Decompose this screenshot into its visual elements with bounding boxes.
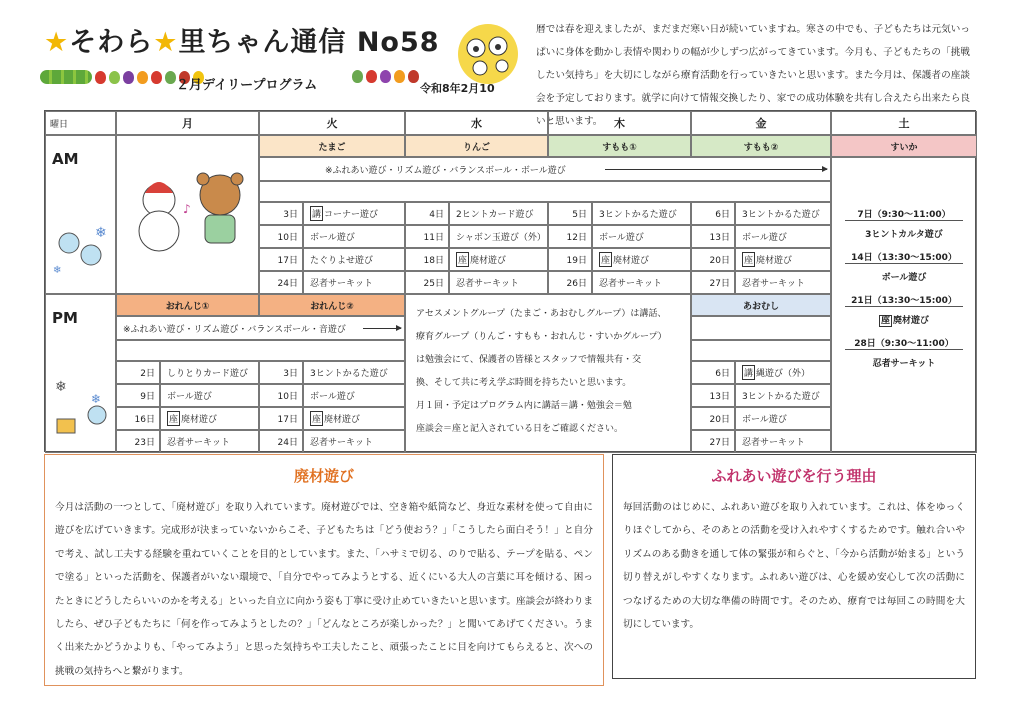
am-blank-row	[259, 181, 831, 202]
pm-activity-note: ※ふれあい遊び・リズム遊び・バランスボール・音遊び	[123, 325, 346, 335]
schedule-table	[44, 110, 976, 452]
am-activity-thu-text: 忍者サーキット	[599, 279, 662, 289]
title-part-1: そわら	[69, 27, 154, 58]
group-aomushi: あおむし	[691, 294, 831, 316]
am-activity-tue	[303, 202, 405, 225]
assessment-note	[405, 294, 691, 453]
am-activity-tue-badge: 講	[310, 206, 323, 221]
am-activity-thu-badge: 座	[599, 252, 612, 267]
am-activity-fri	[735, 271, 831, 294]
pm-activity-fri	[735, 430, 831, 453]
pm-date-mon: 2日	[116, 361, 160, 384]
star-icon: ★	[44, 27, 70, 58]
pm-activity-fri	[735, 407, 831, 430]
pm-activity-tue	[303, 361, 405, 384]
pm-date-fri: 27日	[691, 430, 735, 453]
assessment-line: 座談会＝座と記入されている日をご確認ください。	[416, 424, 624, 434]
pm-date-fri: 20日	[691, 407, 735, 430]
arrow-icon	[605, 169, 827, 170]
pm-date-fri: 6日	[691, 361, 735, 384]
saturday-activity-text: 3ヒントカルタ遊び	[865, 230, 943, 240]
am-activity-tue	[303, 225, 405, 248]
pm-activity-fri-badge: 講	[742, 365, 755, 380]
am-activity-tue-text: 忍者サーキット	[310, 279, 373, 289]
pm-activity-mon-text: 忍者サーキット	[167, 438, 230, 448]
pm-date-mon: 16日	[116, 407, 160, 430]
pm-date-tue: 24日	[259, 430, 303, 453]
children-illustration	[450, 22, 526, 86]
am-date-fri: 27日	[691, 271, 735, 294]
am-activity-fri-badge: 座	[742, 252, 755, 267]
svg-text:♪: ♪	[183, 202, 191, 216]
pm-date-mon: 23日	[116, 430, 160, 453]
am-date-tue: 17日	[259, 248, 303, 271]
saturday-activity	[831, 227, 977, 240]
fureai-asobi-body: 毎回活動のはじめに、ふれあい遊びを取り入れています。これは、体をゆっくりほぐしてから、そのあとの活動を受け入れやすくするためです。触れ合いやリズムのある動きを通して体の緊張が和らぐと、「今から活動が始まる」という切り替えがしやすくなります。ふれあい遊びは、心を緩め安心して次の活動につなげるための大切な準備の時間です。そのため、療育では毎回この時間を大切にしています。	[623, 502, 965, 631]
saturday-time: 21日（13:30～15:00）	[845, 293, 963, 307]
pm-activity-tue-text: ボール遊び	[310, 392, 355, 402]
am-activity-thu	[592, 248, 691, 271]
pm-activity-mon-badge: 座	[167, 411, 180, 426]
svg-text:❄: ❄	[95, 225, 107, 241]
pm-activity-fri	[735, 384, 831, 407]
pm-activity-tue	[303, 384, 405, 407]
day-sat: 土	[831, 111, 977, 135]
assessment-line: アセスメントグループ（たまご・あおむしグループ）は講話、	[416, 309, 667, 319]
pm-activity-mon-text: ボール遊び	[167, 392, 212, 402]
am-label: AM	[45, 135, 116, 294]
group-orenji-2: おれんじ②	[259, 294, 405, 316]
newsletter-title	[44, 26, 440, 60]
pm-date-fri: 13日	[691, 384, 735, 407]
group-orenji-1: おれんじ①	[116, 294, 259, 316]
am-date-tue: 10日	[259, 225, 303, 248]
pm-activity-tue-text: 忍者サーキット	[310, 438, 373, 448]
intro-text: 暦では春を迎えましたが、まだまだ寒い日が続いていますね。寒さの中でも、子どもたちは元気いっぱいに身体を動かし表情や関わりの幅が少しずつ広がってきています。今月も、子どもたちの「挑戦したい気持ち」を大切にしながら療育活動を行っていきたいと思います。また今月は、保護者の座談会を予定しております。就学に向けて情報交換したり、家での成功体験を共有し合えたら出来たら良いと思います。	[536, 24, 970, 127]
assessment-line: 療育グループ（りんご・すもも・おれんじ・すいかグループ）	[416, 332, 667, 342]
haizai-asobi-body: 今月は活動の一つとして、「廃材遊び」を取り入れています。廃材遊びでは、空き箱や紙筒など、身近な素材を使って自由に遊びを広げていきます。完成形が決まっていないからこそ、子どもたちは「どう使おう？」「こうしたら面白そう！」と自分で考え、試し工夫する経験を重ねていくことを目的としています。また、「ハサミで切る、のりで貼る、テープを貼る、ペンで塗る」といった活動を、保護者がいない環境で、「自分でやってみようとする、近くにいる大人の言葉に耳を傾ける、困ったときにどうしたらいいのかを考える」といった自立に向かう姿も丁寧に受け止めていきたいと思います。座談会が終わりましたら、ぜひ子どもたちに「何を作ってみようとしたの？」「どんなところが楽しかった？」と聞いてあげてください。うまく出来たかどうかよりも、「やってみよう」と思った気持ちや工夫したこと、頑張ったことに目を向けてもらえると、次への挑戦の気持ちへと繋がります。	[55, 502, 593, 677]
snowman-bear-illustration	[117, 135, 258, 294]
pm-activity-fri-text: 忍者サーキット	[742, 438, 805, 448]
monday-am-illustration-cell	[116, 135, 259, 294]
day-fri: 金	[691, 111, 831, 135]
assessment-line: は勉強会にて、保護者の皆様とスタッフで情報共有・交	[416, 355, 642, 365]
fruit-decoration	[352, 70, 419, 83]
am-date-thu: 5日	[548, 202, 592, 225]
pm-blank-row	[116, 340, 405, 361]
saturday-time: 28日（9:30～11:00）	[845, 336, 963, 350]
haizai-asobi-title: 廃材遊び	[293, 467, 354, 485]
saturday-time: 14日（13:30～15:00）	[845, 250, 963, 264]
am-activity-thu-text: ボール遊び	[599, 233, 644, 243]
am-activity-wed	[449, 271, 548, 294]
day-mon: 月	[116, 111, 259, 135]
group-sumomo-1: すもも①	[548, 135, 691, 157]
am-date-fri: 6日	[691, 202, 735, 225]
pm-activity-mon-text: しりとりカード遊び	[167, 369, 249, 379]
am-date-tue: 24日	[259, 271, 303, 294]
am-activity-wed-badge: 座	[456, 252, 469, 267]
saturday-time: 7日（9:30～11:00）	[845, 207, 963, 221]
pm-label: PM	[45, 294, 116, 453]
arrow-icon	[363, 328, 401, 329]
am-date-thu: 12日	[548, 225, 592, 248]
am-date-wed: 18日	[405, 248, 449, 271]
am-activity-wed	[449, 202, 548, 225]
am-activity-tue	[303, 248, 405, 271]
pm-activity-fri	[735, 361, 831, 384]
day-thu: 木	[548, 111, 691, 135]
am-activity-tue-text: たぐりよせ遊び	[310, 256, 374, 266]
snow-kids-illustration	[51, 221, 111, 279]
svg-text:❄: ❄	[91, 392, 102, 406]
am-date-wed: 11日	[405, 225, 449, 248]
pm-activity-mon	[160, 384, 259, 407]
am-activity-thu	[592, 225, 691, 248]
pm-date-tue: 10日	[259, 384, 303, 407]
haizai-asobi-panel	[44, 454, 604, 686]
pm-activity-tue-text: 廃材遊び	[324, 415, 361, 425]
am-activity-note: ※ふれあい遊び・リズム遊び・バランスボール・ボール遊び	[325, 166, 566, 176]
am-date-thu: 26日	[548, 271, 592, 294]
am-activity-fri-text: 3ヒントかるた遊び	[742, 210, 820, 220]
fureai-asobi-panel	[612, 454, 976, 679]
am-date-wed: 25日	[405, 271, 449, 294]
am-activity-wed-text: 忍者サーキット	[456, 279, 519, 289]
group-tamago: たまご	[259, 135, 405, 157]
pm-activity-tue	[303, 430, 405, 453]
am-activity-fri	[735, 202, 831, 225]
pm-activity-fri-text: 縄遊び（外）	[756, 369, 811, 379]
am-date-wed: 4日	[405, 202, 449, 225]
weekday-header: 曜日	[45, 111, 116, 135]
am-date-tue: 3日	[259, 202, 303, 225]
saturday-activity-text: ボール遊び	[881, 273, 927, 283]
saturday-activity-text: 忍者サーキット	[872, 359, 936, 369]
saturday-badge: 座	[880, 316, 890, 326]
pm-activity-mon-text: 廃材遊び	[181, 415, 218, 425]
pm-activity-mon	[160, 361, 259, 384]
aomushi-blank-row	[691, 340, 831, 361]
am-activity-wed	[449, 248, 548, 271]
day-wed: 水	[405, 111, 548, 135]
am-activity-tue-text: ボール遊び	[310, 233, 355, 243]
am-activity-wed-text: 2ヒントカード遊び	[456, 210, 534, 220]
saturday-activity-text: 廃材遊び	[893, 316, 930, 326]
am-activity-tue	[303, 271, 405, 294]
am-activity-wed-text: シャボン玉遊び（外）	[456, 233, 546, 243]
svg-text:❄: ❄	[53, 265, 62, 276]
am-date-fri: 13日	[691, 225, 735, 248]
winter-scene-illustration	[51, 373, 113, 437]
title-part-2: 里ちゃん通信 No58	[178, 27, 440, 58]
am-activity-thu	[592, 202, 691, 225]
issue-date: 令和8年2月10	[420, 82, 495, 95]
am-activity-thu-text: 3ヒントかるた遊び	[599, 210, 677, 220]
star-icon: ★	[153, 27, 179, 58]
group-suika: すいか	[831, 135, 977, 157]
am-activity-wed	[449, 225, 548, 248]
aomushi-blank-row	[691, 316, 831, 340]
group-sumomo-2: すもも②	[691, 135, 831, 157]
am-activity-fri	[735, 248, 831, 271]
pm-date-tue: 3日	[259, 361, 303, 384]
pm-activity-mon	[160, 407, 259, 430]
am-activity-thu-text: 廃材遊び	[613, 256, 650, 266]
pm-date-mon: 9日	[116, 384, 160, 407]
pm-activity-fri-text: 3ヒントかるた遊び	[742, 392, 820, 402]
pm-activity-tue	[303, 407, 405, 430]
saturday-activity	[831, 313, 977, 326]
assessment-line: 換、そして共に考え学ぶ時間を持ちたいと思います。	[416, 378, 632, 388]
am-activity-tue-text: コーナー遊び	[324, 210, 379, 220]
saturday-activity	[831, 270, 977, 283]
svg-text:❄: ❄	[55, 379, 67, 395]
am-activity-thu	[592, 271, 691, 294]
pm-activity-fri-text: ボール遊び	[742, 415, 787, 425]
group-ringo: りんご	[405, 135, 548, 157]
am-activity-fri	[735, 225, 831, 248]
assessment-line: 月１回・予定はプログラム内に講話＝講・勉強会＝勉	[416, 401, 632, 411]
am-activity-fri-text: 忍者サーキット	[742, 279, 805, 289]
day-tue: 火	[259, 111, 405, 135]
pm-activity-tue-text: 3ヒントかるた遊び	[310, 369, 388, 379]
am-date-thu: 19日	[548, 248, 592, 271]
am-activity-wed-text: 廃材遊び	[470, 256, 507, 266]
saturday-activity	[831, 356, 977, 369]
am-activity-fri-text: 廃材遊び	[756, 256, 793, 266]
pm-activity-tue-badge: 座	[310, 411, 323, 426]
program-subtitle: ２月デイリープログラム	[176, 78, 318, 93]
fureai-asobi-title: ふれあい遊びを行う理由	[711, 467, 877, 485]
am-date-fri: 20日	[691, 248, 735, 271]
pm-date-tue: 17日	[259, 407, 303, 430]
pm-activity-mon	[160, 430, 259, 453]
am-activity-fri-text: ボール遊び	[742, 233, 787, 243]
caterpillar-icon	[40, 70, 92, 84]
